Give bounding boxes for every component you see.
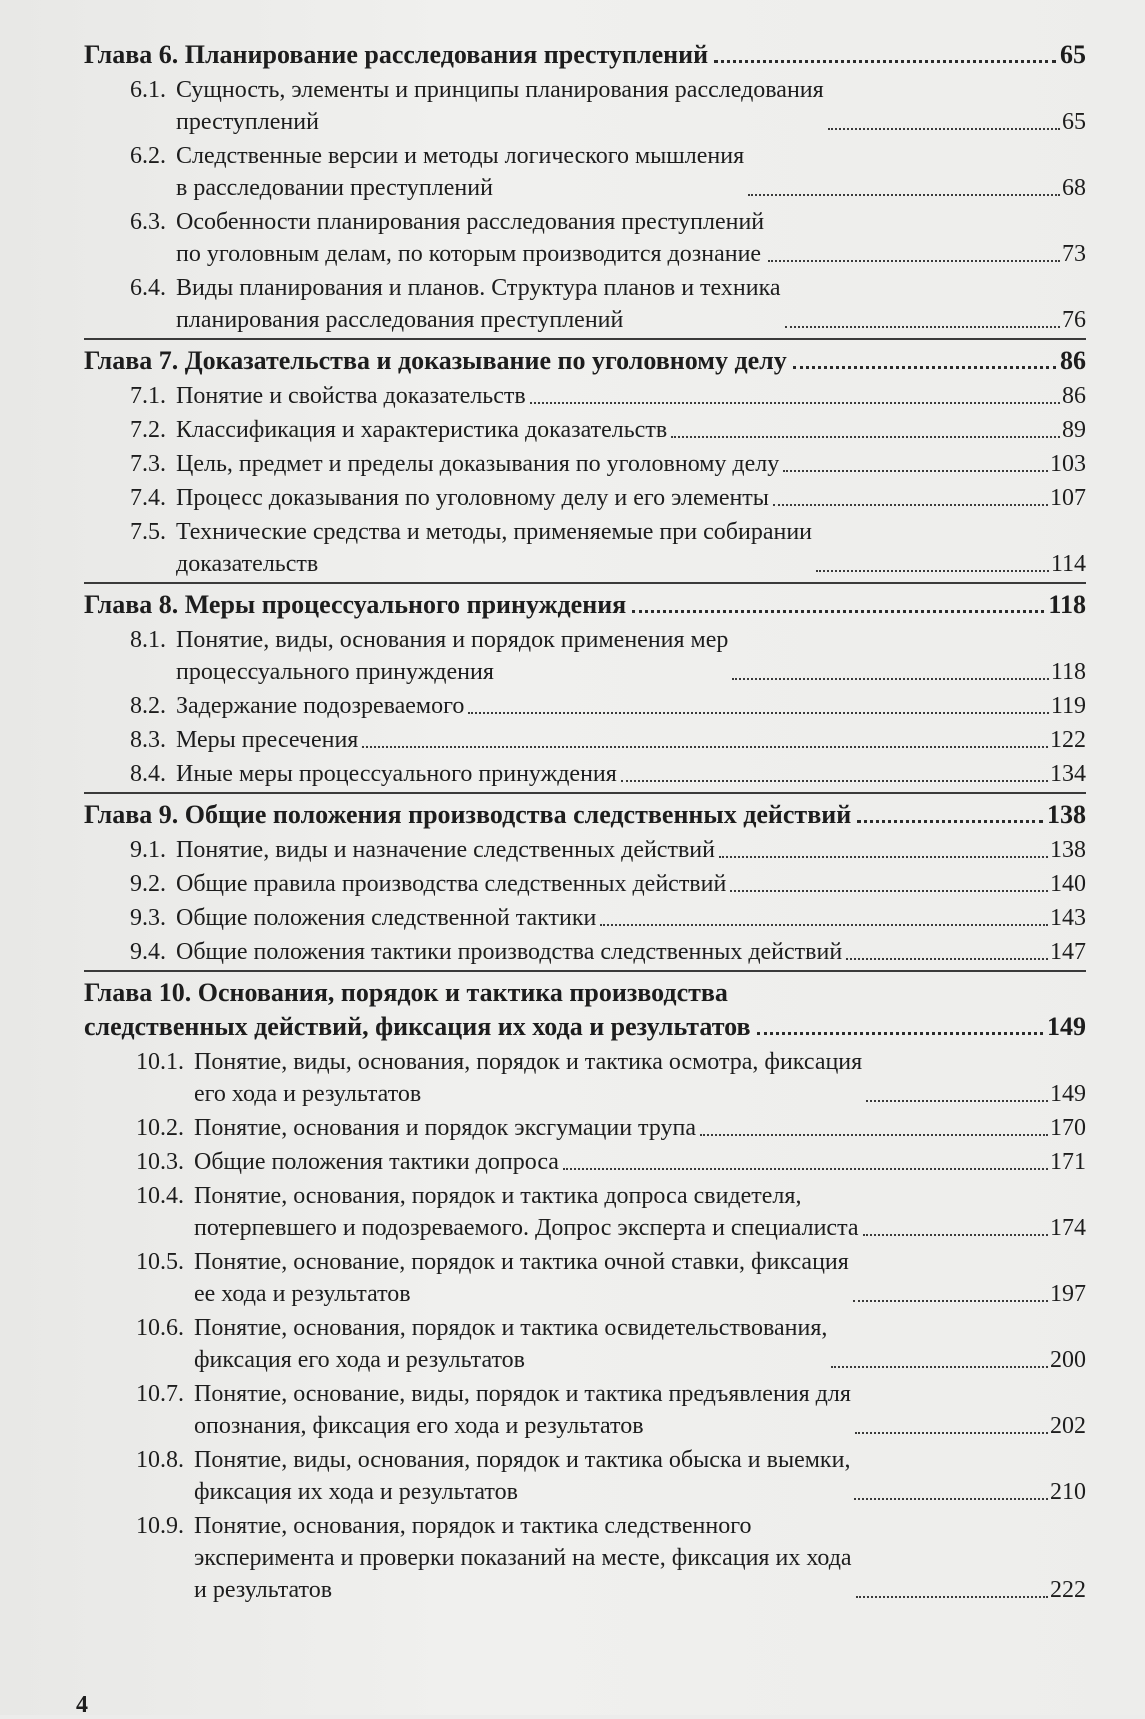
toc-entry	[84, 758, 1086, 790]
toc-entry	[84, 1180, 1086, 1244]
section-number: 7.4.	[130, 485, 166, 511]
dot-leader	[768, 260, 1060, 262]
chapter-heading	[84, 38, 1086, 72]
toc-entry	[84, 414, 1086, 446]
dot-leader	[793, 366, 1056, 369]
section-number: 10.7.	[136, 1381, 184, 1407]
dot-leader	[828, 128, 1060, 130]
chapter-10	[84, 970, 1086, 1606]
toc-entry	[84, 272, 1086, 336]
section-number: 6.4.	[130, 275, 166, 301]
section-title: Понятие, виды, основания, порядок и тактика обыска и выемки, фиксация их хода и результатов	[194, 1447, 851, 1505]
dot-leader	[785, 326, 1060, 328]
section-page: 197	[1050, 1281, 1086, 1307]
chapter-8	[84, 582, 1086, 790]
chapter-page: 138	[1047, 800, 1086, 829]
section-number: 10.1.	[136, 1049, 184, 1075]
section-title: Меры пресечения	[176, 727, 359, 753]
toc-entry	[84, 690, 1086, 722]
dot-leader	[530, 402, 1060, 404]
section-page: 73	[1062, 241, 1086, 267]
toc-entry	[84, 74, 1086, 138]
chapter-heading	[84, 976, 1086, 1044]
section-title: Понятие, основания, порядок и тактика допроса свидетеля, потерпевшего и подозреваемого. Допрос эксперта и специалиста	[194, 1183, 859, 1241]
dot-leader	[856, 1596, 1048, 1598]
dot-leader	[563, 1168, 1048, 1170]
dot-leader	[854, 1498, 1048, 1500]
toc-entry	[84, 482, 1086, 514]
section-page: 200	[1050, 1347, 1086, 1373]
toc-entry	[84, 1046, 1086, 1110]
section-page: 147	[1050, 939, 1086, 965]
page-number: 4	[76, 1692, 88, 1718]
chapter-heading	[84, 798, 1086, 832]
section-title: Процесс доказывания по уголовному делу и его элементы	[176, 485, 769, 511]
section-page: 118	[1050, 659, 1086, 685]
dot-leader	[600, 924, 1048, 926]
section-number: 10.4.	[136, 1183, 184, 1209]
section-number: 7.3.	[130, 451, 166, 477]
section-title: Сущность, элементы и принципы планирования расследования преступлений	[176, 77, 824, 135]
section-title: Виды планирования и планов. Структура планов и техника планирования расследования преступлений	[176, 275, 781, 333]
toc-entry	[84, 140, 1086, 204]
chapter-page: 65	[1060, 40, 1086, 69]
section-number: 6.1.	[130, 77, 166, 103]
section-page: 65	[1062, 109, 1086, 135]
section-title: Цель, предмет и пределы доказывания по уголовному делу	[176, 451, 780, 477]
section-number: 7.1.	[130, 383, 166, 409]
chapter-page: 86	[1060, 346, 1086, 375]
dot-leader	[757, 1032, 1043, 1035]
section-page: 170	[1050, 1115, 1086, 1141]
dot-leader	[748, 194, 1060, 196]
toc-entry	[84, 1146, 1086, 1178]
section-title: Общие положения тактики допроса	[194, 1149, 559, 1175]
dot-leader	[853, 1300, 1048, 1302]
toc-entry	[84, 1246, 1086, 1310]
chapter-title: Глава 10. Основания, порядок и тактика производства следственных действий, фиксация их хода и результатов	[84, 978, 751, 1041]
chapter-title: Глава 9. Общие положения производства следственных действий	[84, 800, 852, 829]
dot-leader	[857, 820, 1043, 823]
dot-leader	[866, 1100, 1048, 1102]
toc-entry	[84, 902, 1086, 934]
section-page: 134	[1050, 761, 1086, 787]
section-page: 171	[1050, 1149, 1086, 1175]
section-title: Общие положения следственной тактики	[176, 905, 597, 931]
section-title: Общие правила производства следственных действий	[176, 871, 727, 897]
section-title: Понятие, основание, виды, порядок и тактика предъявления для опознания, фиксация его хода и результатов	[194, 1381, 851, 1439]
dot-leader	[816, 570, 1049, 572]
dot-leader	[773, 504, 1048, 506]
chapter-title: Глава 8. Меры процессуального принуждения	[84, 590, 627, 619]
section-page: 202	[1050, 1413, 1086, 1439]
section-number: 10.5.	[136, 1249, 184, 1275]
section-title: Понятие, основания, порядок и тактика следственного эксперимента и проверки показаний на месте, фиксация их хода и результатов	[194, 1513, 852, 1603]
section-page: 86	[1062, 383, 1086, 409]
section-page: 210	[1050, 1479, 1086, 1505]
toc-entry	[84, 1112, 1086, 1144]
section-page: 122	[1050, 727, 1086, 753]
chapter-page: 149	[1047, 1012, 1086, 1041]
section-number: 8.1.	[130, 627, 166, 653]
section-page: 76	[1062, 307, 1086, 333]
section-page: 222	[1050, 1577, 1086, 1603]
section-number: 7.5.	[130, 519, 166, 545]
dot-leader	[671, 436, 1060, 438]
toc-entry	[84, 868, 1086, 900]
chapter-6	[84, 38, 1086, 336]
section-number: 10.8.	[136, 1447, 184, 1473]
table-of-contents	[84, 38, 1086, 1608]
section-title: Понятие, виды, основания, порядок и тактика осмотра, фиксация его хода и результатов	[194, 1049, 863, 1107]
chapter-9	[84, 792, 1086, 968]
dot-leader	[362, 746, 1048, 748]
chapter-page: 118	[1048, 590, 1086, 619]
section-number: 7.2.	[130, 417, 166, 443]
chapter-heading	[84, 588, 1086, 622]
toc-entry	[84, 1510, 1086, 1606]
section-title: Понятие, виды, основания и порядок применения мер процессуального принуждения	[176, 627, 729, 685]
section-page: 119	[1050, 693, 1086, 719]
dot-leader	[831, 1366, 1048, 1368]
section-number: 9.4.	[130, 939, 166, 965]
section-title: Понятие, основание, порядок и тактика очной ставки, фиксация ее хода и результатов	[194, 1249, 849, 1307]
toc-entry	[84, 1312, 1086, 1376]
section-page: 103	[1050, 451, 1086, 477]
section-title: Особенности планирования расследования преступлений по уголовным делам, по которым производится дознание	[176, 209, 765, 267]
dot-leader	[621, 780, 1048, 782]
section-page: 114	[1050, 551, 1086, 577]
toc-entry	[84, 206, 1086, 270]
dot-leader	[846, 958, 1048, 960]
chapter-heading	[84, 344, 1086, 378]
section-page: 140	[1050, 871, 1086, 897]
toc-entry	[84, 834, 1086, 866]
toc-entry	[84, 724, 1086, 756]
toc-entry	[84, 624, 1086, 688]
section-title: Понятие, виды и назначение следственных действий	[176, 837, 715, 863]
dot-leader	[468, 712, 1049, 714]
section-page: 89	[1062, 417, 1086, 443]
section-title: Задержание подозреваемого	[176, 693, 465, 719]
section-title: Понятие, основания, порядок и тактика освидетельствования, фиксация его хода и результатов	[194, 1315, 828, 1373]
section-number: 9.1.	[130, 837, 166, 863]
chapter-title: Глава 6. Планирование расследования преступлений	[84, 40, 709, 69]
section-number: 10.6.	[136, 1315, 184, 1341]
section-title: Иные меры процессуального принуждения	[176, 761, 617, 787]
dot-leader	[700, 1134, 1048, 1136]
section-page: 138	[1050, 837, 1086, 863]
section-page: 149	[1050, 1081, 1086, 1107]
dot-leader	[855, 1432, 1048, 1434]
section-number: 8.4.	[130, 761, 166, 787]
section-page: 107	[1050, 485, 1086, 511]
chapter-7	[84, 338, 1086, 580]
section-number: 9.3.	[130, 905, 166, 931]
section-number: 8.2.	[130, 693, 166, 719]
section-number: 8.3.	[130, 727, 166, 753]
dot-leader	[863, 1234, 1048, 1236]
section-title: Общие положения тактики производства следственных действий	[176, 939, 843, 965]
chapter-title: Глава 7. Доказательства и доказывание по уголовному делу	[84, 346, 787, 375]
section-number: 6.3.	[130, 209, 166, 235]
toc-entry	[84, 1444, 1086, 1508]
section-page: 174	[1050, 1215, 1086, 1241]
dot-leader	[719, 856, 1048, 858]
section-title: Классификация и характеристика доказательств	[176, 417, 668, 443]
section-title: Понятие и свойства доказательств	[176, 383, 526, 409]
section-number: 6.2.	[130, 143, 166, 169]
toc-entry	[84, 516, 1086, 580]
dot-leader	[730, 890, 1048, 892]
section-number: 9.2.	[130, 871, 166, 897]
section-number: 10.3.	[136, 1149, 184, 1175]
section-title: Следственные версии и методы логического мышления в расследовании преступлений	[176, 143, 745, 201]
section-title: Понятие, основания и порядок эксгумации трупа	[194, 1115, 696, 1141]
section-page: 143	[1050, 905, 1086, 931]
section-number: 10.9.	[136, 1513, 184, 1539]
dot-leader	[714, 60, 1056, 63]
toc-entry	[84, 936, 1086, 968]
toc-entry	[84, 380, 1086, 412]
section-page: 68	[1062, 175, 1086, 201]
dot-leader	[632, 610, 1044, 613]
toc-entry	[84, 448, 1086, 480]
dot-leader	[783, 470, 1048, 472]
section-number: 10.2.	[136, 1115, 184, 1141]
section-title: Технические средства и методы, применяемые при собирании доказательств	[176, 519, 813, 577]
dot-leader	[732, 678, 1049, 680]
toc-entry	[84, 1378, 1086, 1442]
